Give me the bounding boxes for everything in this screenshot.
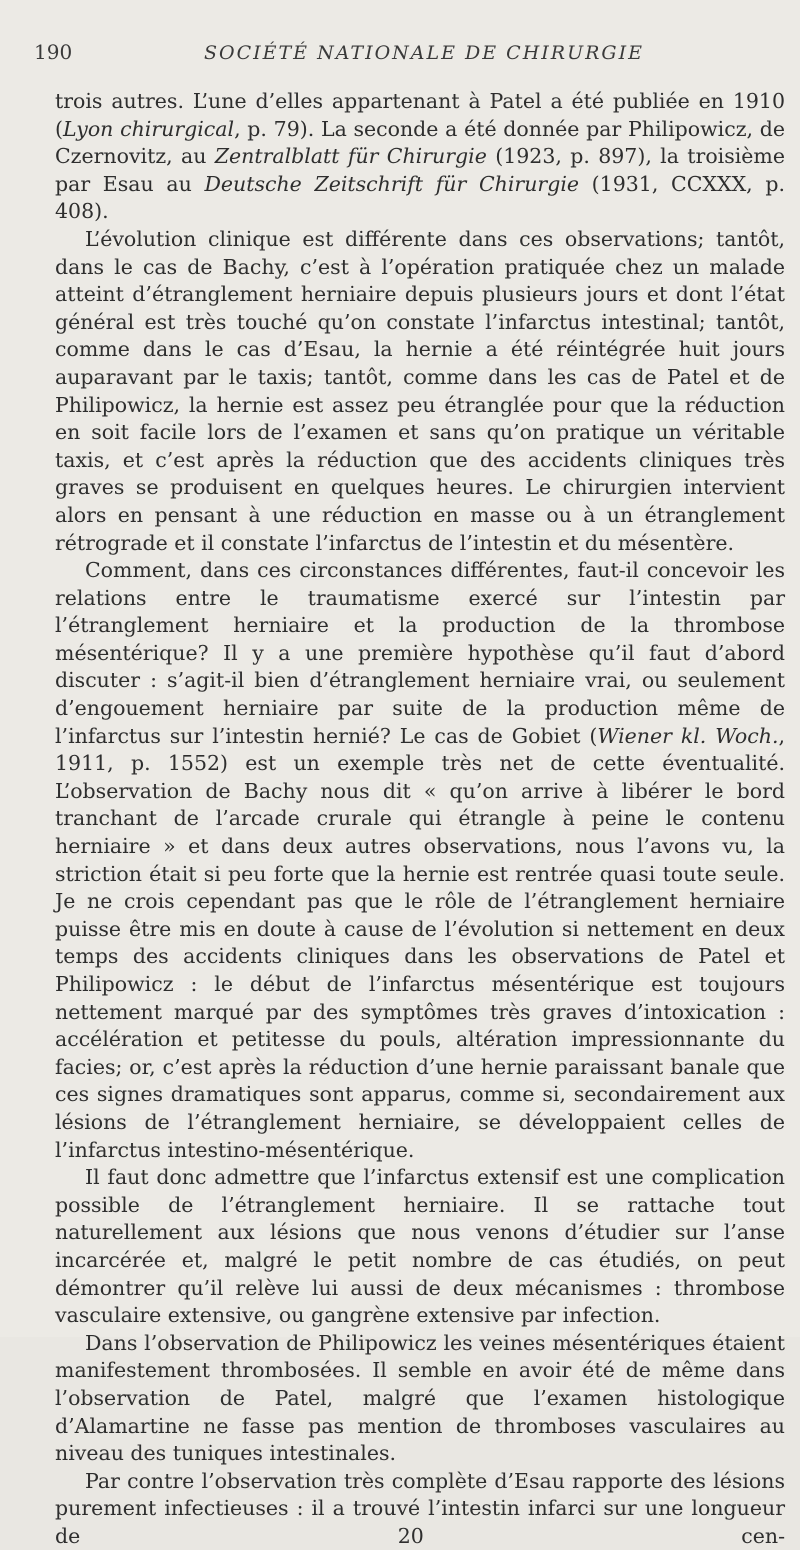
- text-segment: , p. 79). La seconde a été donnée par Philipowicz, de Czernovitz, au: [55, 116, 785, 169]
- citation-title: Deutsche Zeitschrift für Chirurgie: [204, 171, 580, 196]
- page-number: 190: [34, 40, 73, 64]
- citation-title: Zentralblatt für Chirurgie: [214, 144, 487, 169]
- paragraph: [55, 1330, 785, 1468]
- paragraph: [55, 88, 785, 226]
- paragraph: [55, 226, 785, 557]
- text-segment: Dans l’observation de Philipowicz les veines mésentériques étaient manifestement thrombosées. Il semble en avoir été de même dans l’observation de Patel, malgré que l’examen histologique d’Alamartine ne fasse pas mention de thromboses vasculaires au niveau des tuniques intestinales.: [55, 1330, 785, 1466]
- paragraph: [55, 1164, 785, 1330]
- paragraph: [55, 1468, 785, 1550]
- text-segment: L’évolution clinique est différente dans ces observations; tantôt, dans le cas de Bachy, c’est à l’opération pratiquée chez un malade atteint d’étranglement herniaire depuis plusieurs jours et dont l’état général est très touché qu’on constate l’infarctus intestinal; tantôt, comme dans le cas d’Esau, la hernie a été réintégrée huit jours auparavant par le taxis; tantôt, comme dans les cas de Patel et de Philipowicz, la hernie est assez peu étranglée pour que la réduction en soit facile lors de l’examen et sans qu’on pratique un véritable taxis, et c’est après la réduction que des accidents cliniques très graves se produisent en quelques heures. Le chirurgien intervient alors en pensant à une réduction en masse ou à un étranglement rétrograde et il constate l’infarctus de l’intestin et du mésentère.: [55, 226, 785, 555]
- text-segment: (1923, p. 897), la troisième par Esau au: [55, 144, 785, 196]
- citation-title: Lyon chirurgical: [63, 116, 235, 141]
- text-segment: Il faut donc admettre que l’infarctus extensif est une complication possible de l’étranglement herniaire. Il se rattache tout naturellement aux lésions que nous venons d’étudier sur l’anse incarcérée et, malgré le petit nombre de cas étudiés, on peut démontrer qu’il relève lui aussi de deux mécanismes : thrombose vasculaire extensive, ou gangrène extensive par infection.: [55, 1165, 785, 1328]
- text-segment: Par contre l’observation très complète d’Esau rapporte des lésions purement infectieuses : il a trouvé l’intestin infarci sur une longueur de 20 cen-: [55, 1468, 785, 1548]
- paragraph: [55, 557, 785, 1164]
- citation-title: Wiener kl. Woch.: [597, 723, 779, 748]
- page-header: [34, 40, 780, 70]
- text-segment: (1931, CCXXX, p. 408).: [55, 171, 785, 224]
- text-segment: , 1911, p. 1552) est un exemple très net de cette éventualité. L’observation de Bachy nous dit « qu’on arrive à libérer le bord tranchant de l’arcade crurale qui étrangle à peine le contenu herniaire » et dans deux autres observations, nous l’avons vu, la striction était si peu forte que la hernie est rentrée quasi toute seule. Je ne crois cependant pas que le rôle de l’étranglement herniaire puisse être mis en doute à cause de l’évolution si nettement en deux temps des accidents cliniques dans les observations de Patel et Philipowicz : le début de l’infarctus mésentérique est toujours nettement marqué par des symptômes très graves d’intoxication : accélération et petitesse du pouls, altération impressionnante du facies; or, c’est après la réduction d’une hernie paraissant banale que ces signes dramatiques sont apparus, comme si, secondairement aux lésions de l’étranglement herniaire, se développaient celles de l’infarctus intestino-mésentérique.: [55, 723, 785, 1162]
- text-segment: trois autres. L’une d’elles appartenant à Patel a été publiée en 1910 (: [55, 89, 785, 141]
- running-head: SOCIÉTÉ NATIONALE DE CHIRURGIE: [204, 42, 644, 64]
- body-text: [55, 88, 785, 1550]
- text-segment: Comment, dans ces circonstances différentes, faut-il concevoir les relations entre le traumatisme exercé sur l’intestin par l’étranglement herniaire et la production de la thrombose mésentérique? Il y a une première hypothèse qu’il faut d’abord discuter : s’agit-il bien d’étranglement herniaire vrai, ou seulement d’engouement herniaire par suite de la production même de l’infarctus sur l’intestin hernié? Le cas de Gobiet (: [55, 558, 785, 748]
